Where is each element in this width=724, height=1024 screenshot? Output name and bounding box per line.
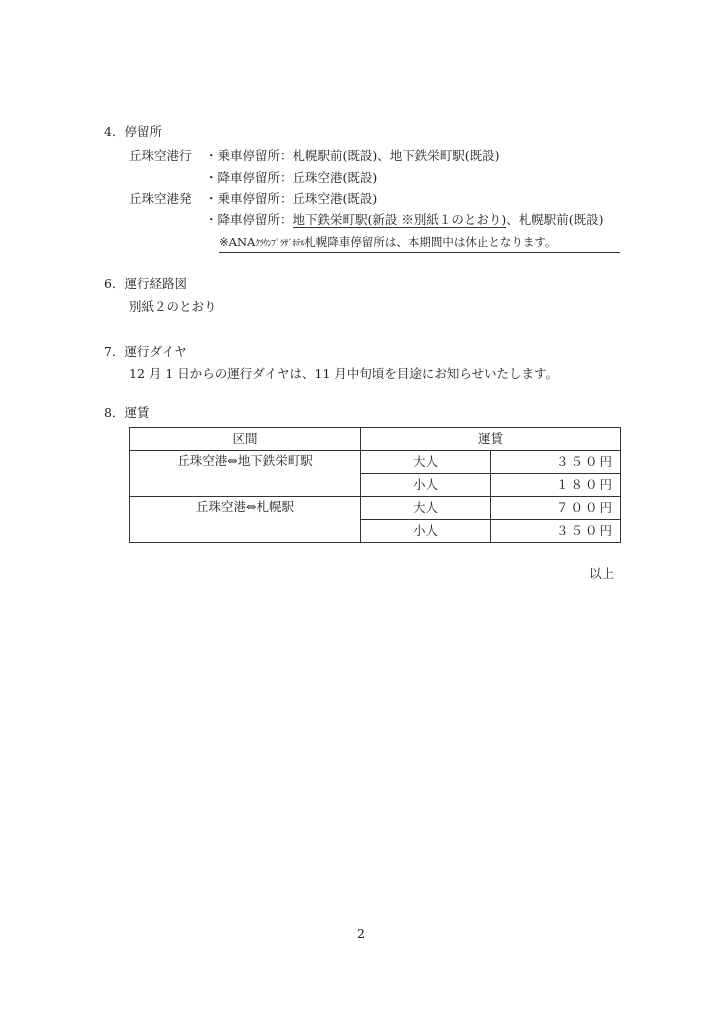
note-part-b: 札幌降車停留所は、本期間中は休止となります。	[304, 235, 557, 249]
note-part-a: ※ANA	[219, 235, 256, 249]
section7-body: 12 月 1 日からの運行ダイヤは、11 月中旬頃を目途にお知らせいたします。	[129, 366, 559, 381]
child-label: 小人	[361, 520, 491, 543]
alighting-suffix: 、札幌駅前(既設)	[506, 212, 604, 227]
section4-heading: 4．停留所	[104, 124, 162, 139]
fare-table	[129, 427, 621, 543]
adult-label: 大人	[361, 497, 491, 520]
child-fare: １８０円	[491, 474, 621, 497]
section6-body: 別紙２のとおり	[129, 299, 217, 314]
inbound-alighting-stops	[205, 212, 604, 228]
header-fare: 運賃	[361, 428, 621, 451]
table-row	[130, 451, 621, 474]
closing-mark: 以上	[589, 566, 615, 581]
outbound-label: 丘珠空港行	[129, 148, 192, 163]
adult-fare: ３５０円	[491, 451, 621, 474]
section7-heading: 7．運行ダイヤ	[104, 344, 187, 359]
inbound-label: 丘珠空港発	[129, 191, 192, 206]
table-row	[130, 497, 621, 520]
suspension-note	[219, 234, 620, 253]
header-section: 区間	[130, 428, 361, 451]
route-cell: 丘珠空港⇔札幌駅	[130, 497, 361, 543]
outbound-boarding-stops: ・乗車停留所：札幌駅前(既設)、地下鉄栄町駅(既設)	[205, 148, 500, 163]
child-label: 小人	[361, 474, 491, 497]
route-cell: 丘珠空港⇔地下鉄栄町駅	[130, 451, 361, 497]
section6-heading: 6．運行経路図	[104, 276, 187, 291]
note-kana: ｸﾗｳﾝﾌﾟﾗｻﾞﾎﾃﾙ	[255, 239, 305, 249]
adult-label: 大人	[361, 451, 491, 474]
table-header-row	[130, 428, 621, 451]
new-stop-underlined: 地下鉄栄町駅(新設 ※別紙１のとおり)	[292, 212, 507, 227]
child-fare: ３５０円	[491, 520, 621, 543]
adult-fare: ７００円	[491, 497, 621, 520]
outbound-alighting-stops: ・降車停留所：丘珠空港(既設)	[205, 170, 378, 185]
alighting-prefix: ・降車停留所：	[205, 212, 293, 227]
page-number: 2	[357, 926, 365, 941]
section8-heading: 8．運賃	[104, 405, 150, 420]
inbound-boarding-stops: ・乗車停留所：丘珠空港(既設)	[205, 191, 378, 206]
